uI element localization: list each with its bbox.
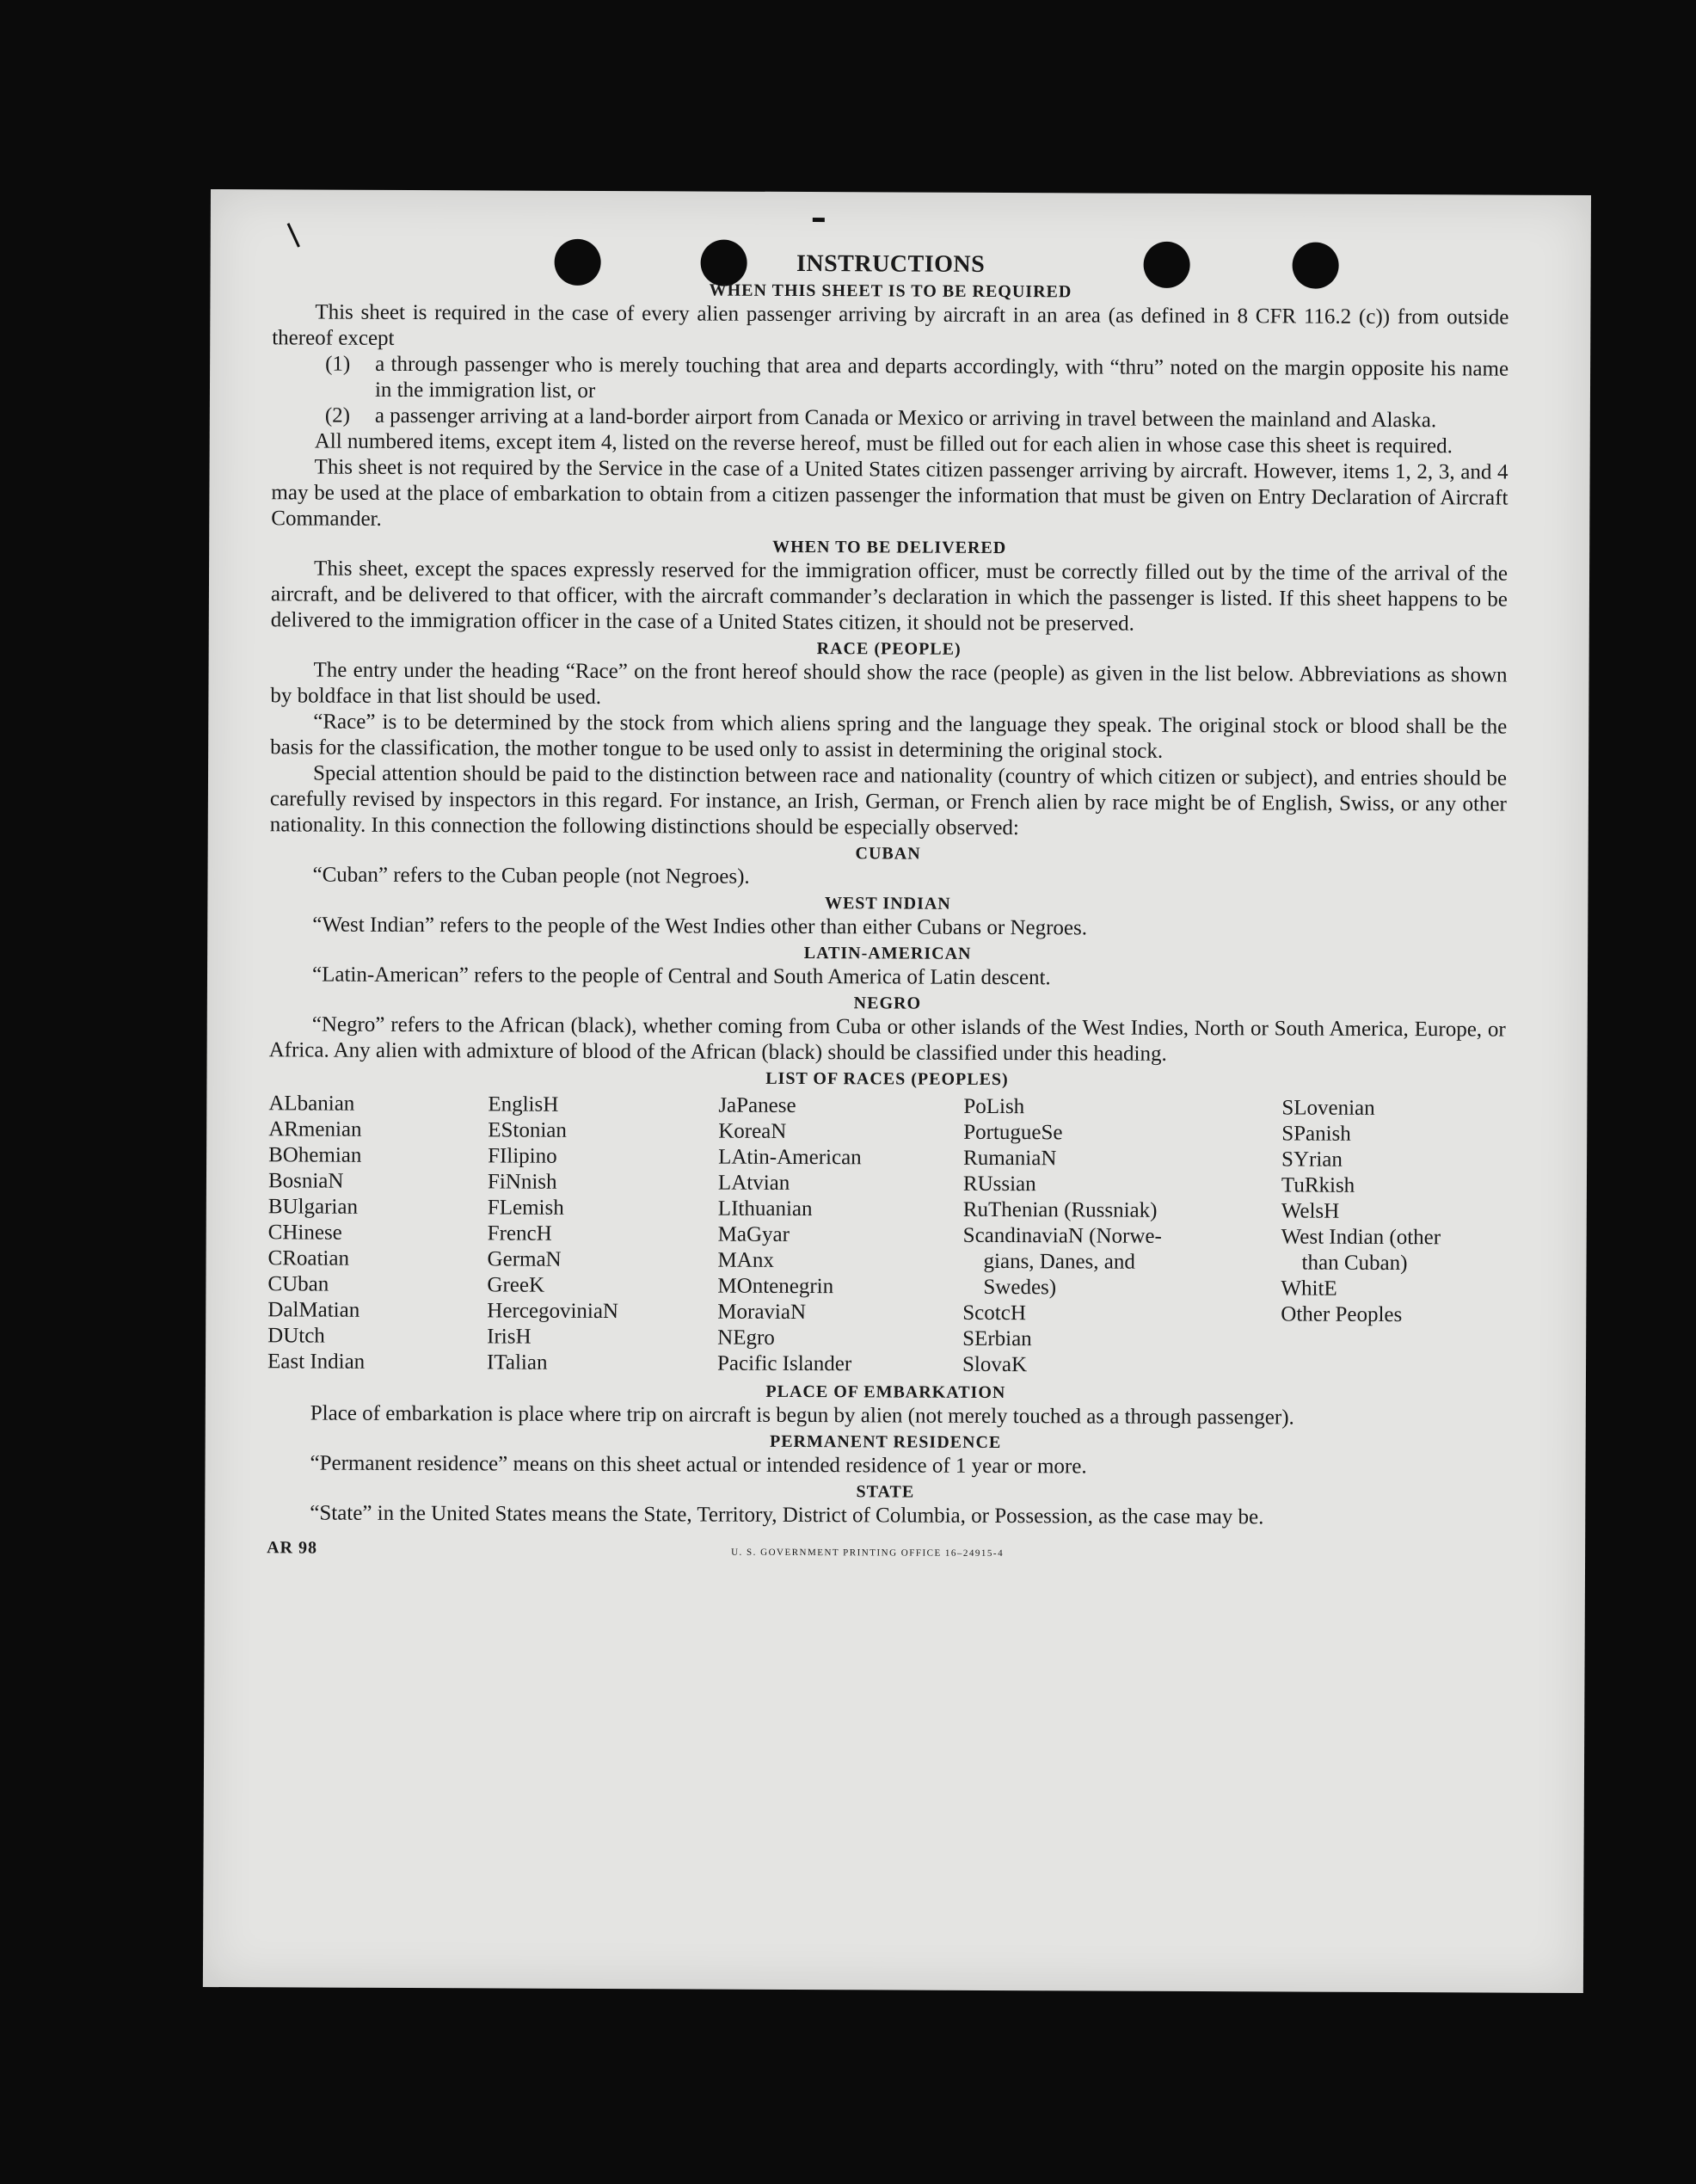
race-entry: SYrian xyxy=(1281,1147,1343,1172)
paragraph: This sheet is not required by the Service in the case of a United States citizen passenger arriving by aircraft. However, items 1, 2, 3, and 4 may be used at the place of embarkation to obtain from a citizen passenger the information that must be given on Entry Declaration of Aircraft Commander. xyxy=(271,455,1509,531)
section-heading-race: RACE (PEOPLE) xyxy=(816,639,962,659)
item-text: a through passenger who is merely touching that area and departs accordingly, with “thru” noted on the margin opposite his name in the immigration list, or xyxy=(374,352,1509,403)
paragraph: The entry under the heading “Race” on the front hereof should show the race (people) as given in the list below. Abbreviations as shown by boldface in that list should be used. xyxy=(270,658,1508,709)
race-entry: SlovaK xyxy=(962,1352,1028,1377)
race-entry: EStonian xyxy=(488,1118,567,1142)
section-heading-embarkation: PLACE OF EMBARKATION xyxy=(765,1381,1006,1403)
race-entry: Pacific Islander xyxy=(716,1351,852,1376)
section-heading-list-of-races: LIST OF RACES (PEOPLES) xyxy=(765,1068,1009,1090)
race-entry: SLovenian xyxy=(1281,1096,1375,1120)
section-heading-cuban: CUBAN xyxy=(855,844,921,864)
ink-mark xyxy=(813,218,825,222)
race-entry: JaPanese xyxy=(718,1093,796,1117)
paragraph: “Race” is to be determined by the stock from which aliens spring and the language they speak. The original stock or blood shall be the basis for the classification, the mother tongue to be used only to assist in determining the original stock. xyxy=(270,710,1508,763)
races-table xyxy=(267,1091,1505,1380)
race-entry: ScotcH xyxy=(962,1301,1026,1326)
race-entry: RUssian xyxy=(962,1172,1036,1197)
race-entry: SErbian xyxy=(962,1326,1032,1351)
race-entry-continued: gians, Danes, and xyxy=(983,1249,1135,1274)
paragraph: Special attention should be paid to the distinction between race and nationality (country of which citizen or subject), and entries should be carefully revised by inspectors in this regard. For instance, an Irish, German, or French alien by race might be of English, Swiss, or any other nationality. In this connection the following distinctions should be especially observed: xyxy=(269,761,1508,840)
section-heading-residence: PERMANENT RESIDENCE xyxy=(769,1431,1002,1453)
paragraph: “Latin-American” refers to the people of Central and South America of Latin descent. xyxy=(311,963,1051,990)
paragraph: All numbered items, except item 4, listed on the reverse hereof, must be filled out for each alien in whose case this sheet is required. xyxy=(314,429,1453,458)
race-entry: ITalian xyxy=(486,1350,548,1375)
race-entry: LAtin-American xyxy=(718,1145,862,1170)
race-entry: RumaniaN xyxy=(963,1146,1057,1171)
race-entry: ALbanian xyxy=(268,1092,355,1116)
race-entry: East Indian xyxy=(267,1350,366,1374)
race-entry: DalMatian xyxy=(267,1298,360,1322)
race-entry: MOntenegrin xyxy=(717,1274,834,1299)
race-entry: CHinese xyxy=(267,1221,342,1245)
race-entry: MAnx xyxy=(717,1248,774,1272)
race-entry: MaGyar xyxy=(717,1222,790,1246)
race-entry: BosniaN xyxy=(267,1169,344,1193)
section-heading-latin-american: LATIN-AMERICAN xyxy=(803,944,972,963)
paragraph: “West Indian” refers to the people of the West Indies other than either Cubans or Negroes. xyxy=(312,913,1088,940)
race-entry: HercegoviniaN xyxy=(487,1299,619,1324)
race-entry: FLemish xyxy=(487,1196,564,1220)
race-entry: KoreaN xyxy=(718,1119,787,1143)
race-entry: RuThenian (Russniak) xyxy=(962,1197,1158,1222)
item-text: a passenger arriving at a land-border airport from Canada or Mexico or arriving in travel between the mainland and Alaska. xyxy=(374,403,1437,433)
instructions-body xyxy=(267,248,1509,1568)
race-entry: BOhemian xyxy=(268,1143,362,1167)
footer xyxy=(267,1535,1503,1568)
races-column xyxy=(267,1091,488,1375)
item-number: (2) xyxy=(324,403,351,428)
race-entry: FiNnish xyxy=(487,1170,557,1194)
section-heading-west-indian: WEST INDIAN xyxy=(824,894,951,914)
race-entry: GreeK xyxy=(487,1273,545,1297)
races-column xyxy=(717,1093,963,1378)
section-heading-negro: NEGRO xyxy=(853,994,922,1013)
race-entry: PortugueSe xyxy=(963,1120,1063,1145)
race-entry: PoLish xyxy=(963,1094,1025,1119)
race-entry: FIlipino xyxy=(488,1144,557,1168)
section-heading-delivered: WHEN TO BE DELIVERED xyxy=(772,537,1007,558)
paragraph: “Cuban” refers to the Cuban people (not Negroes). xyxy=(312,863,750,889)
race-entry: BUlgarian xyxy=(267,1195,359,1219)
race-entry: FrencH xyxy=(487,1221,552,1246)
race-entry: WelsH xyxy=(1281,1199,1340,1223)
form-number: AR 98 xyxy=(267,1538,318,1558)
paragraph: “Negro” refers to the African (black), whether coming from Cuba or other islands of the West Indies, North or South America, Europe, or Africa. Any alien with admixture of blood of the African (black) should be classified under this heading. xyxy=(268,1012,1506,1066)
race-entry: LIthuanian xyxy=(717,1197,813,1221)
race-entry: Other Peoples xyxy=(1281,1302,1403,1327)
race-entry-continued: than Cuban) xyxy=(1301,1251,1408,1276)
race-entry-continued: Swedes) xyxy=(983,1275,1057,1300)
section-heading-required: WHEN THIS SHEET IS TO BE REQUIRED xyxy=(709,280,1072,302)
paragraph: “Permanent residence” means on this sheet actual or intended residence of 1 year or more. xyxy=(310,1451,1087,1479)
race-entry: ARmenian xyxy=(268,1117,362,1141)
races-column xyxy=(1281,1095,1505,1380)
race-entry: CRoatian xyxy=(267,1246,350,1270)
section-heading-state: STATE xyxy=(856,1482,915,1502)
ink-mark xyxy=(287,223,300,248)
paragraph: Place of embarkation is place where trip on aircraft is begun by alien (not merely touched as a through passenger). xyxy=(310,1401,1294,1430)
race-entry: EnglisH xyxy=(488,1092,559,1117)
race-entry: SPanish xyxy=(1281,1122,1351,1146)
race-entry: DUtch xyxy=(267,1324,325,1348)
race-entry: TuRkish xyxy=(1281,1173,1355,1197)
paragraph: This sheet, except the spaces expressly reserved for the immigration officer, must be correctly filled out by the time of the arrival of the aircraft, and be delivered to that officer, with the aircraft commander’s declaration in which the passenger is listed. If this sheet happens to be delivered to the immigration officer in the case of a United States citizen, it should not be preserved. xyxy=(270,557,1509,636)
race-entry: WhitE xyxy=(1281,1277,1337,1301)
races-column xyxy=(487,1092,718,1376)
printer-imprint: U. S. GOVERNMENT PRINTING OFFICE 16–24915-4 xyxy=(731,1547,1005,1560)
races-column xyxy=(962,1094,1281,1380)
race-entry: West Indian (other xyxy=(1281,1225,1441,1250)
race-entry: ScandinaviaN (Norwe- xyxy=(962,1223,1162,1248)
race-entry: MoraviaN xyxy=(717,1300,807,1325)
race-entry: NEgro xyxy=(717,1326,775,1350)
item-number: (1) xyxy=(325,352,351,376)
list-item xyxy=(325,352,1509,409)
race-entry: GermaN xyxy=(487,1247,562,1271)
paragraph: This sheet is required in the case of every alien passenger arriving by aircraft in an area (as defined in 8 CFR 116.2 (c)) from outside thereof except xyxy=(272,300,1509,350)
race-entry: IrisH xyxy=(487,1325,532,1349)
document-sheet xyxy=(203,189,1591,1993)
page-title: INSTRUCTIONS xyxy=(796,249,986,278)
paragraph: “State” in the United States means the State, Territory, District of Columbia, or Possession, as the case may be. xyxy=(310,1501,1264,1529)
race-entry: CUban xyxy=(267,1272,329,1296)
exception-list xyxy=(272,351,1509,434)
race-entry: LAtvian xyxy=(717,1171,790,1195)
